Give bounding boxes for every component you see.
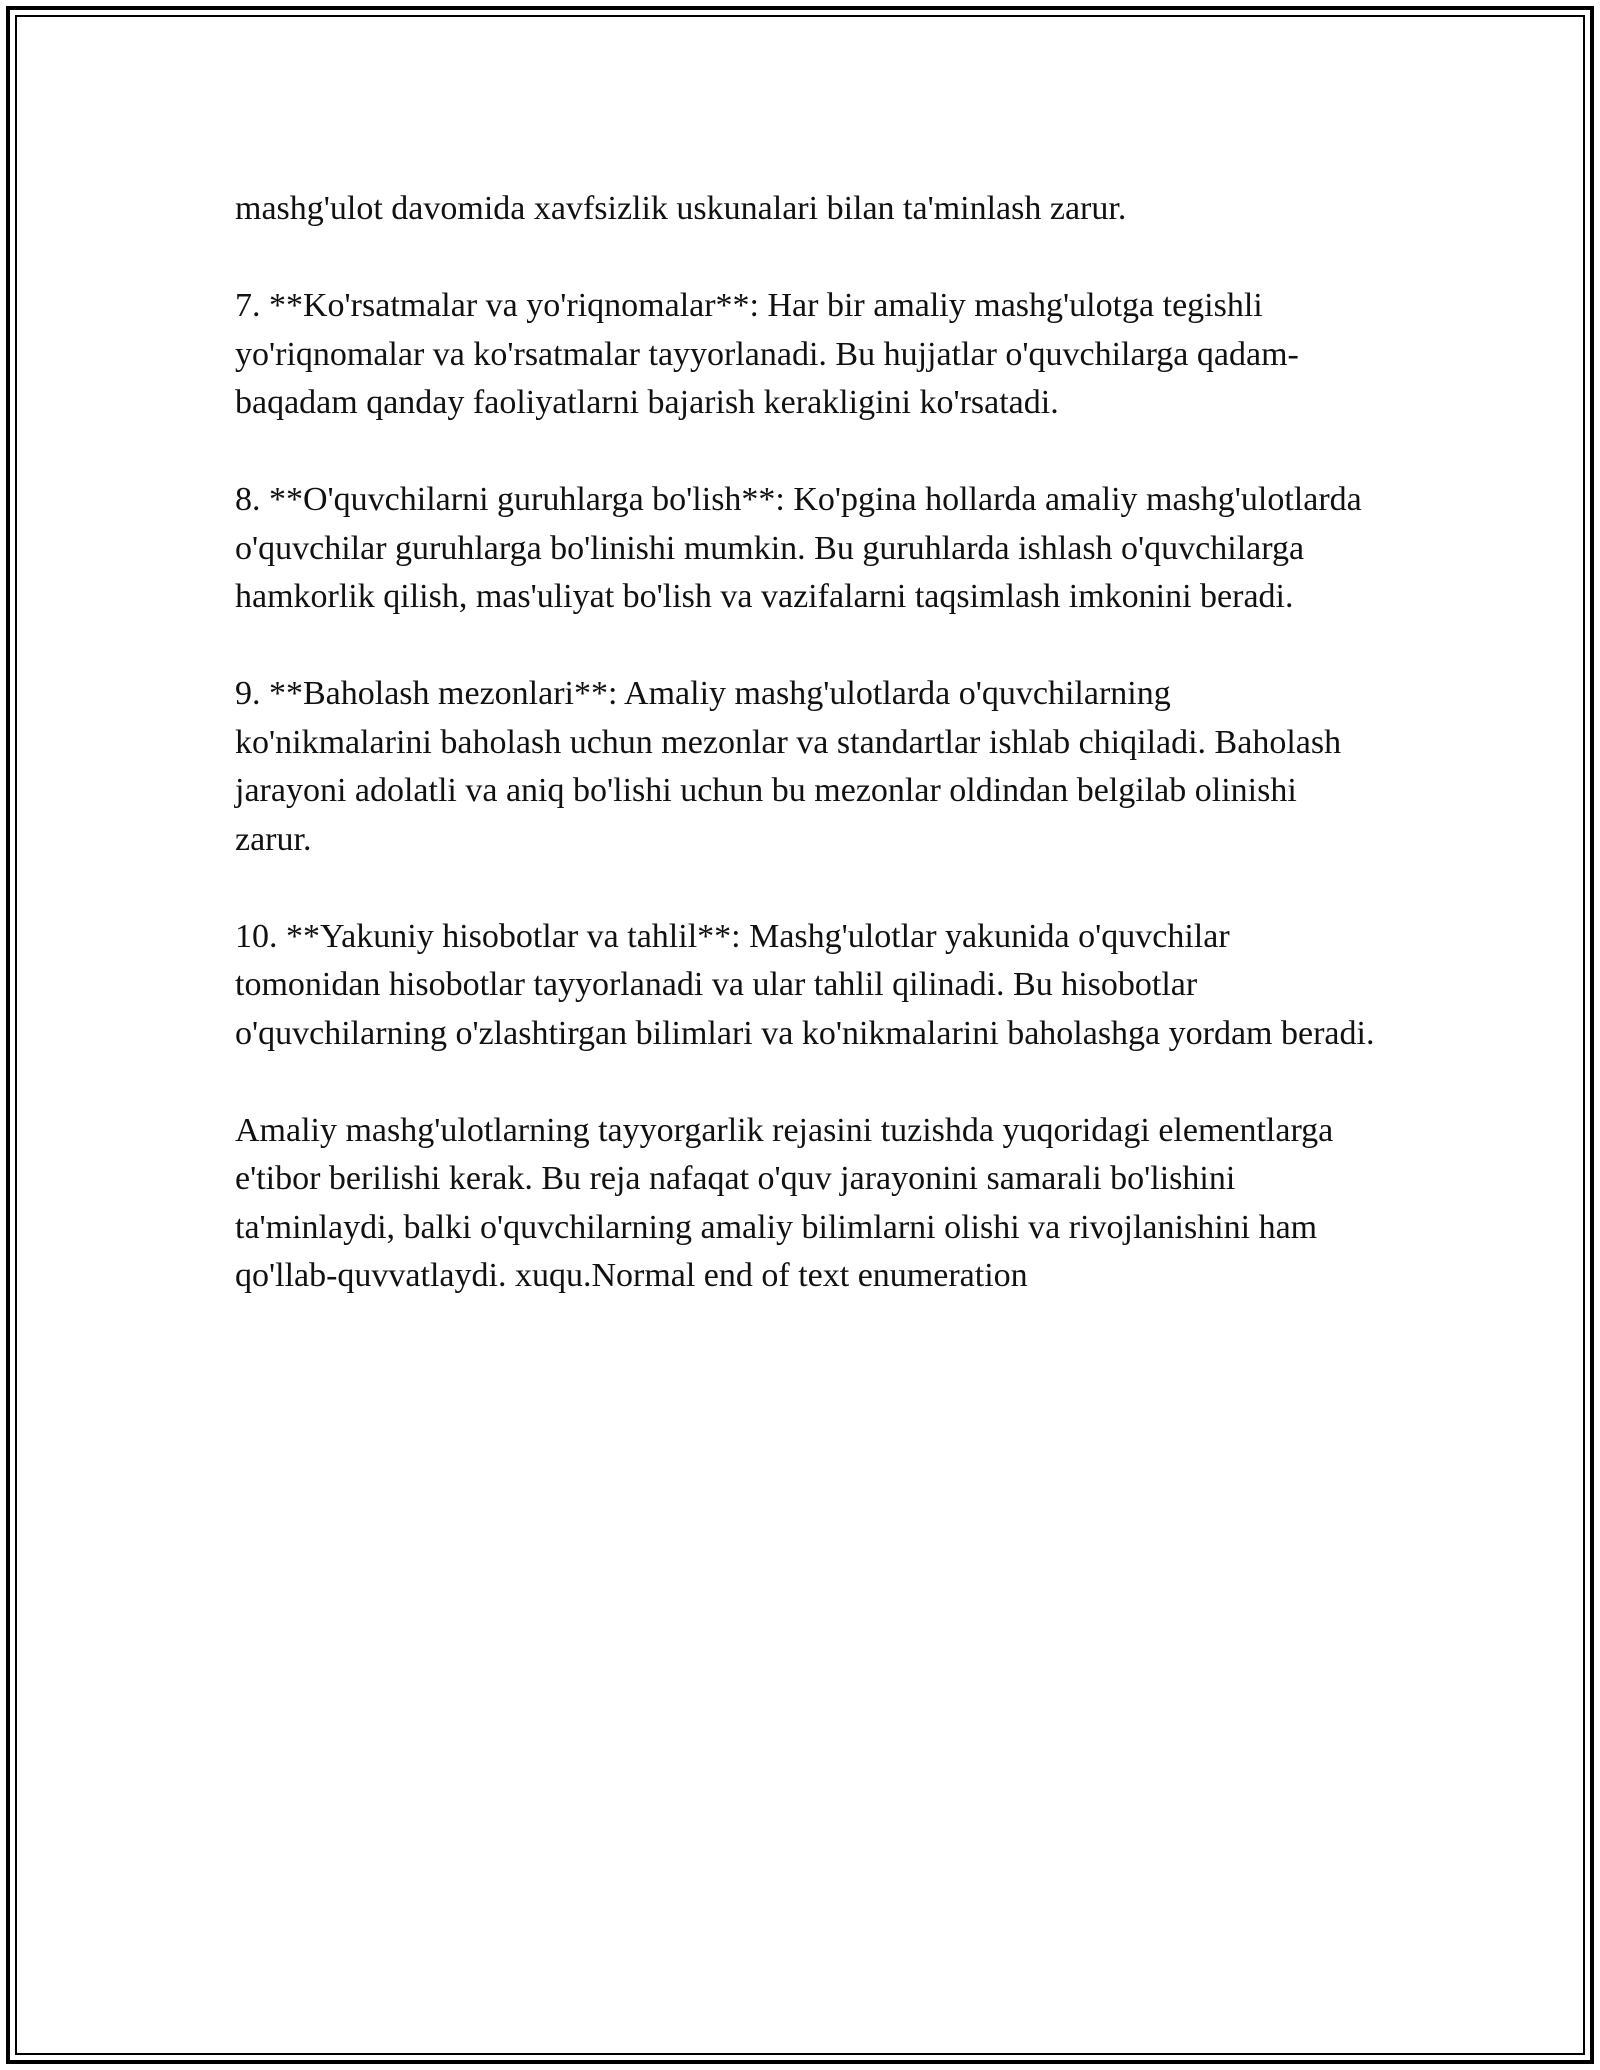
paragraph-conclusion: Amaliy mashg'ulotlarning tayyorgarlik rejasini tuzishda yuqoridagi elementlarga e'tibor berilishi kerak. Bu reja nafaqat o'quv jarayonini samarali bo'lishini ta'minlaydi, balki o'quvchilarning amaliy bilimlarni olishi va rivojlanishini ham qo'llab-quvvatlaydi. xuqu.Normal end of text enumeration [235,1111,1334,1294]
paragraph-item-8-grouping: 8. **O'quvchilarni guruhlarga bo'lish**: Ko'pgina hollarda amaliy mashg'ulotlarda o'quvchilar guruhlarga bo'linishi mumkin. Bu guruhlarda ishlash o'quvchilarga hamkorlik qilish, mas'uliyat bo'lish va vazifalarni taqsimlash imkonini beradi. [235,481,1362,615]
paragraph-safety-continuation: mashg'ulot davomida xavfsizlik uskunalari bilan ta'minlash zarur. [235,190,1127,227]
paragraph-item-9-assessment: 9. **Baholash mezonlari**: Amaliy mashg'ulotlarda o'quvchilarning ko'nikmalarini baholash uchun mezonlar va standartlar ishlab chiqiladi. Baholash jarayoni adolatli va aniq bo'lishi uchun bu mezonlar oldindan belgilab olinishi zarur. [235,675,1342,858]
paragraph-item-10-reports: 10. **Yakuniy hisobotlar va tahlil**: Mashg'ulotlar yakunida o'quvchilar tomonidan hisobotlar tayyorlanadi va ular tahlil qilinadi. Bu hisobotlar o'quvchilarning o'zlashtirgan bilimlari va ko'nikmalarini baholashga yordam beradi. [235,917,1375,1052]
paragraph-item-7-instructions: 7. **Ko'rsatmalar va yo'riqnomalar**: Har bir amaliy mashg'ulotga tegishli yo'riqnomalar va ko'rsatmalar tayyorlanadi. Bu hujjatlar o'quvchilarga qadam-baqadam qanday faoliyatlarni bajarish kerakligini ko'rsatadi. [235,287,1299,421]
document-body [235,185,1375,1349]
